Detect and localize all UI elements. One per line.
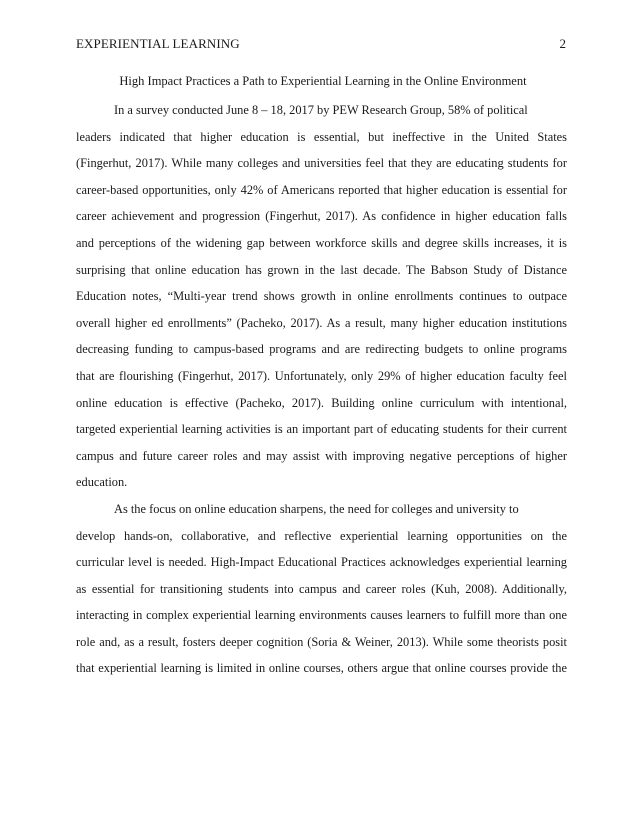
paragraph-2-line: As the focus on online education sharpens, the need for colleges and university to <box>114 501 519 516</box>
paragraph-1-line: Education notes, “Multi-year trend shows growth in online enrollments continues to outpace <box>76 289 567 304</box>
paragraph-1-line: career-based opportunities, only 42% of Americans reported that higher education is essential for <box>76 182 567 197</box>
paragraph-1-line: overall higher ed enrollments” (Pacheko, 2017). As a result, many higher education institutions <box>76 315 567 330</box>
paragraph-2-line: curricular level is needed. High-Impact Educational Practices acknowledges experiential learning <box>76 555 567 570</box>
paragraph-2-line: as essential for transitioning students into campus and career roles (Kuh, 2008). Additionally, <box>76 581 567 596</box>
document-title: High Impact Practices a Path to Experiential Learning in the Online Environment <box>119 74 527 88</box>
paragraph-1-line: education. <box>76 475 128 490</box>
paragraph-2-line: interacting in complex experiential learning environments causes learners to fulfill more than one <box>76 608 567 623</box>
paragraph-2-line: develop hands-on, collaborative, and reflective experiential learning opportunities on the <box>76 528 567 543</box>
paragraph-2-line: that experiential learning is limited in online courses, others argue that online courses provide the <box>76 661 567 676</box>
paragraph-1-line: targeted experiential learning activities is an important part of educating students for their current <box>76 422 567 437</box>
paragraph-1-line: and perceptions of the widening gap between workforce skills and degree skills increases, it is <box>76 235 567 250</box>
running-head: EXPERIENTIAL LEARNING <box>76 36 240 51</box>
body-text <box>76 104 567 689</box>
paragraph-1-line: that are flourishing (Fingerhut, 2017). Unfortunately, only 29% of higher education faculty feel <box>76 368 567 383</box>
paragraph-1-line: (Fingerhut, 2017). While many colleges and universities feel that they are educating students for <box>76 156 567 171</box>
paragraph-1-line: leaders indicated that higher education is essential, but ineffective in the United States <box>76 129 567 144</box>
paragraph-1-line: In a survey conducted June 8 – 18, 2017 by PEW Research Group, 58% of political <box>114 103 528 117</box>
paragraph-1-line: online education is effective (Pacheko, 2017). Building online curriculum with intentional, <box>76 395 567 410</box>
page-number: 2 <box>559 36 566 51</box>
paragraph-1-line: surprising that online education has grown in the last decade. The Babson Study of Distance <box>76 262 567 277</box>
paragraph-1-line: career achievement and progression (Fingerhut, 2017). As confidence in higher education falls <box>76 209 567 224</box>
paragraph-1-line: campus and future career roles and may assist with improving negative perceptions of higher <box>76 448 567 463</box>
paragraph-1-line: decreasing funding to campus-based programs and are redirecting budgets to online programs <box>76 342 567 357</box>
paragraph-2-line: role and, as a result, fosters deeper cognition (Soria & Weiner, 2013). While some theorists posit <box>76 634 567 649</box>
